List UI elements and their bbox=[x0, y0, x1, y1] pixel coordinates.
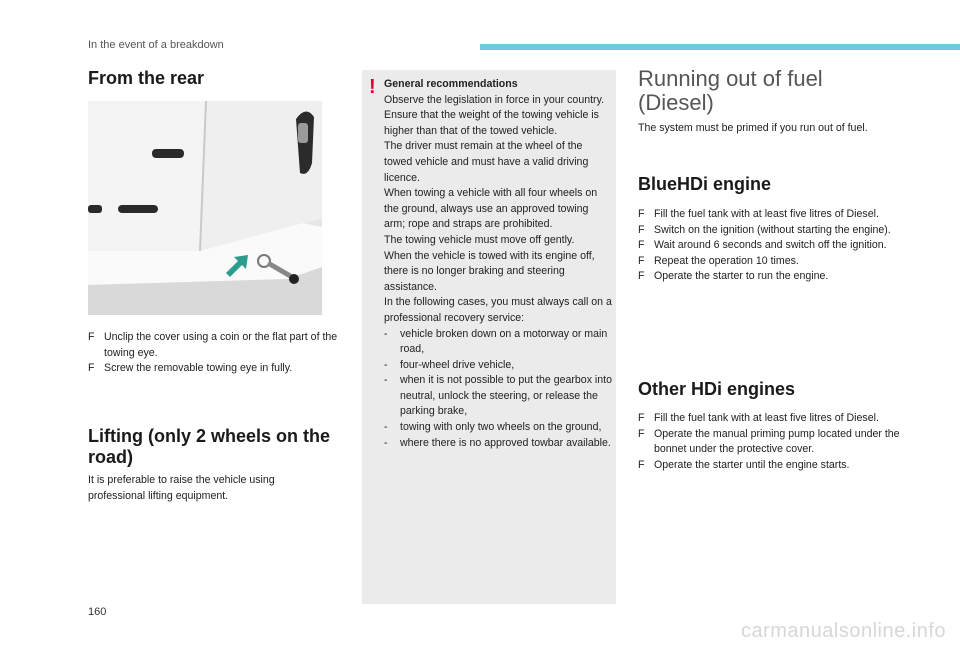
paragraph: The driver must remain at the wheel of the towed vehicle and must have a valid driving licence. bbox=[384, 140, 589, 184]
recommendations-text bbox=[384, 77, 612, 451]
list-item: F Repeat the operation 10 times. bbox=[638, 254, 799, 267]
watermark: carmanualsonline.info bbox=[740, 620, 946, 642]
fuel-intro: The system must be primed if you run out of fuel. bbox=[638, 122, 868, 134]
other-hdi-steps bbox=[638, 411, 900, 473]
page-number: 160 bbox=[88, 606, 107, 618]
list-item: F Wait around 6 seconds and switch off the ignition. bbox=[638, 239, 887, 252]
list-item: F Operate the manual priming pump located under the bonnet under the protective cover. bbox=[638, 427, 900, 456]
list-item: F Screw the removable towing eye in fully. bbox=[88, 362, 293, 375]
list-item: F Fill the fuel tank with at least five litres of Diesel. bbox=[638, 412, 879, 424]
paragraph: When the vehicle is towed with its engine off, there is no longer braking and steering assistance. bbox=[384, 249, 595, 293]
running-out-of-fuel-heading: Running out of fuel (Diesel) bbox=[638, 66, 823, 115]
recovery-cases bbox=[384, 327, 612, 452]
recommendations-title: General recommendations bbox=[384, 78, 518, 90]
list-item: - four-wheel drive vehicle, bbox=[384, 358, 515, 371]
list-item: F Unclip the cover using a coin or the flat part of the towing eye. bbox=[88, 331, 338, 359]
list-item: F Operate the starter to run the engine. bbox=[638, 270, 829, 283]
paragraph: The towing vehicle must move off gently. bbox=[384, 233, 575, 246]
list-item: F Fill the fuel tank with at least five litres of Diesel. bbox=[638, 208, 879, 220]
list-item: - when it is not possible to put the gearbox into neutral, unlock the steering, or release the parking brake, bbox=[384, 374, 613, 418]
paragraph: In the following cases, you must always call on a professional recovery service: bbox=[384, 296, 612, 324]
list-item: - towing with only two wheels on the ground, bbox=[384, 421, 602, 434]
list-item: - vehicle broken down on a motorway or main road, bbox=[384, 327, 608, 356]
section-header: In the event of a breakdown bbox=[88, 39, 224, 51]
list-item: - where there is no approved towbar available. bbox=[384, 436, 611, 449]
from-the-rear-heading: From the rear bbox=[88, 68, 205, 88]
header-accent-bar bbox=[480, 44, 960, 50]
list-item: F Operate the starter until the engine starts. bbox=[638, 458, 850, 471]
warning-icon: ! bbox=[369, 76, 376, 98]
paragraph: When towing a vehicle with all four wheels on the ground, always use an approved towing arm; rope and straps are prohibited. bbox=[384, 187, 598, 231]
list-item: F Switch on the ignition (without starting the engine). bbox=[638, 223, 891, 236]
lifting-heading: Lifting (only 2 wheels on the road) bbox=[88, 426, 331, 467]
paragraph: Ensure that the weight of the towing vehicle is higher than that of the towed vehicle. bbox=[384, 109, 599, 137]
paragraph: Observe the legislation in force in your country. bbox=[384, 93, 605, 106]
bluehdi-heading: BlueHDi engine bbox=[638, 174, 772, 194]
lifting-text: It is preferable to raise the vehicle using professional lifting equipment. bbox=[88, 474, 275, 502]
towing-eye-steps bbox=[88, 330, 338, 377]
other-hdi-heading: Other HDi engines bbox=[638, 379, 796, 399]
bluehdi-steps bbox=[638, 207, 900, 285]
towing-eye-illustration bbox=[88, 101, 322, 315]
